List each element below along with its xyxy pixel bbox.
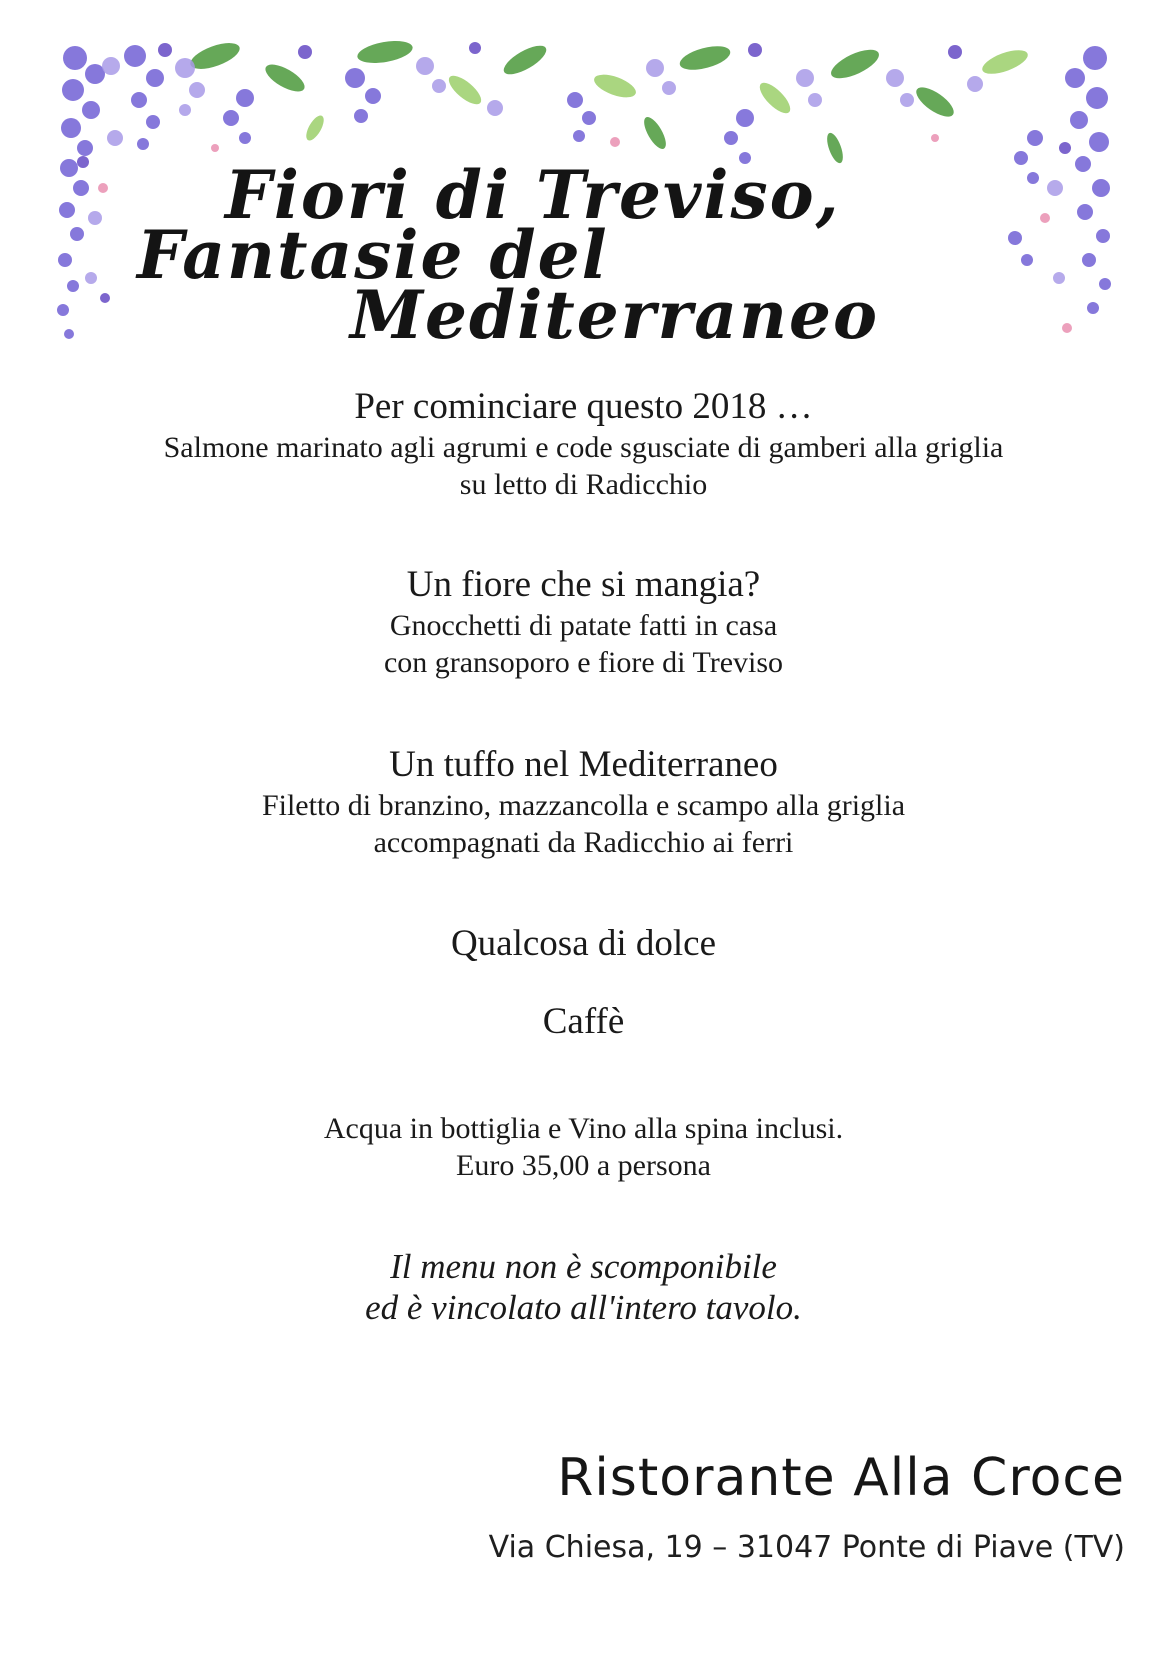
menu-note	[0, 1246, 1167, 1328]
menu-title-line-2: Fantasie del	[137, 216, 609, 294]
course-first	[0, 563, 1167, 681]
course-title: Per cominciare questo 2018 …	[354, 386, 813, 427]
course-title: Un fiore che si mangia?	[406, 564, 761, 605]
course-title: Caffè	[542, 1001, 625, 1042]
course-main	[0, 743, 1167, 861]
menu-title-line-1: Fiori di Treviso,	[225, 156, 841, 234]
included-drinks: Acqua in bottiglia e Vino alla spina inclusi.	[323, 1112, 844, 1145]
course-description-line: con gransoporo e fiore di Treviso	[383, 646, 784, 679]
course-description-line: su letto di Radicchio	[459, 468, 708, 501]
pricing-info	[0, 1110, 1167, 1184]
course-dessert	[0, 922, 1167, 966]
course-description-line: accompagnati da Radicchio ai ferri	[373, 826, 794, 859]
course-description-line: Salmone marinato agli agrumi e code sgusciate di gamberi alla griglia	[163, 431, 1004, 464]
course-description-line: Gnocchetti di patate fatti in casa	[389, 609, 778, 642]
header-banner	[55, 38, 1115, 358]
price-per-person: Euro 35,00 a persona	[456, 1149, 711, 1182]
course-coffee	[0, 1000, 1167, 1044]
note-line: ed è vincolato all'intero tavolo.	[365, 1288, 802, 1327]
course-title: Qualcosa di dolce	[450, 923, 717, 964]
course-title: Un tuffo nel Mediterraneo	[389, 744, 778, 785]
restaurant-name: Ristorante Alla Croce	[557, 1448, 1125, 1508]
restaurant-address: Via Chiesa, 19 – 31047 Ponte di Piave (TV)	[488, 1530, 1125, 1565]
course-starter	[0, 385, 1167, 503]
course-description-line: Filetto di branzino, mazzancolla e scampo alla griglia	[261, 789, 906, 822]
menu-title-line-3: Mediterraneo	[350, 276, 880, 354]
note-line: Il menu non è scomponibile	[390, 1247, 777, 1286]
